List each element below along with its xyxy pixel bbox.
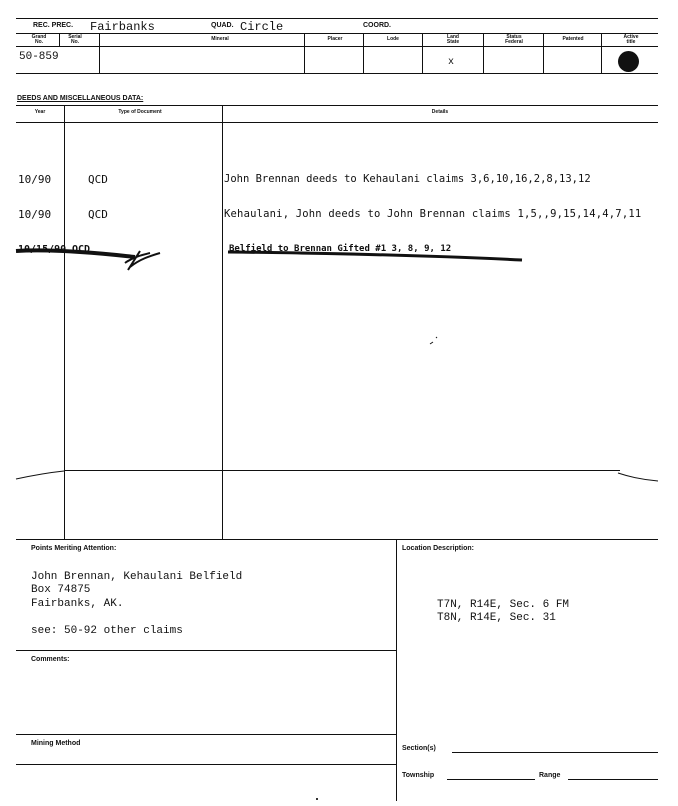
col-serial-no: Serial No. bbox=[68, 34, 82, 45]
struck-type: QCD bbox=[72, 244, 91, 255]
points-line: Box 74875 bbox=[31, 584, 91, 596]
range-label: Range bbox=[539, 772, 561, 779]
land-state-mark: x bbox=[448, 57, 455, 68]
deed-details: John Brennan deeds to Kehaulani claims 3,6,10,16,2,8,13,12 bbox=[224, 173, 591, 185]
col-year: Year bbox=[34, 109, 46, 115]
col-mineral: Mineral bbox=[211, 36, 229, 42]
rec-prec-value: Fairbanks bbox=[90, 20, 155, 34]
wavy-rule bbox=[16, 471, 64, 479]
location-label: Location Description: bbox=[402, 545, 474, 552]
coord-label: COORD. bbox=[363, 22, 391, 29]
col-grand-no: Grand No. bbox=[31, 34, 47, 45]
mining-bottom-rule bbox=[16, 764, 396, 765]
location-line: T8N, R14E, Sec. 31 bbox=[437, 612, 556, 624]
struck-year: 10/15/90 bbox=[18, 244, 67, 255]
deeds-title: DEEDS AND MISCELLANEOUS DATA: bbox=[17, 95, 144, 102]
col-land-state: Land State bbox=[446, 34, 460, 45]
record-number: 50-859 bbox=[19, 51, 59, 63]
col-type: Type of Document bbox=[118, 109, 162, 115]
speck bbox=[316, 798, 318, 800]
col-patented: Patented bbox=[562, 36, 584, 42]
points-line: see: 50-92 other claims bbox=[31, 625, 183, 637]
lower-top-rule bbox=[16, 539, 658, 540]
deed-year: 10/90 bbox=[18, 173, 52, 186]
deed-type: QCD bbox=[88, 173, 108, 186]
township-blank bbox=[447, 779, 535, 780]
deed-details: Kehaulani, John deeds to John Brennan claims 1,5,,9,15,14,4,7,11 bbox=[224, 208, 642, 220]
quad-value: Circle bbox=[240, 20, 284, 34]
comments-rule bbox=[16, 650, 396, 651]
rec-prec-label: REC. PREC. bbox=[33, 22, 74, 29]
sections-label: Section(s) bbox=[402, 745, 436, 752]
col-lode: Lode bbox=[387, 36, 399, 42]
col-status-federal: Status Federal bbox=[505, 34, 523, 45]
deed-year: 10/90 bbox=[18, 208, 52, 221]
location-line: T7N, R14E, Sec. 6 FM bbox=[437, 599, 570, 611]
deed-type: QCD bbox=[88, 208, 108, 221]
wavy-rule bbox=[618, 473, 658, 481]
points-line: Fairbanks, AK. bbox=[31, 598, 124, 610]
township-label: Township bbox=[402, 772, 435, 779]
comments-label: Comments: bbox=[31, 656, 70, 663]
col-placer: Placer bbox=[327, 36, 343, 42]
lower-divider bbox=[396, 539, 397, 801]
mining-rule bbox=[16, 734, 396, 735]
col-active-title: Active title bbox=[623, 34, 639, 45]
strike-line bbox=[228, 252, 522, 260]
quad-label: QUAD. bbox=[211, 22, 234, 29]
strike-line bbox=[16, 250, 135, 257]
initials-scribble bbox=[125, 251, 160, 270]
col-details: Details bbox=[431, 109, 449, 115]
speck bbox=[430, 337, 437, 344]
mining-label: Mining Method bbox=[31, 740, 81, 747]
deeds-bottom-rule bbox=[64, 470, 620, 471]
points-line: John Brennan, Kehaulani Belfield bbox=[31, 571, 243, 583]
range-blank bbox=[568, 779, 658, 780]
points-label: Points Meriting Attention: bbox=[31, 545, 117, 552]
struck-details: Belfield to Brennan Gifted #1 3, 8, 9, 12 bbox=[229, 244, 452, 254]
sections-blank bbox=[452, 752, 658, 753]
